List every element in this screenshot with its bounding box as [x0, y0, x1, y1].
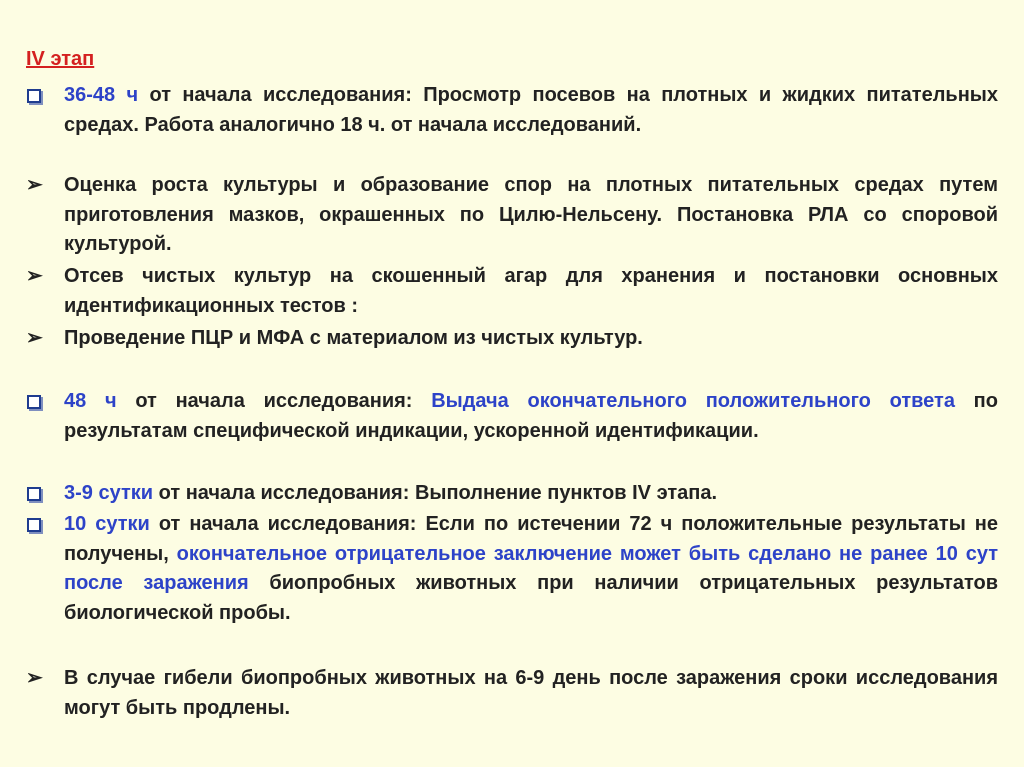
list-item — [26, 81, 998, 140]
checkbox-bullet-icon — [27, 518, 41, 532]
item-text: от начала исследования: — [116, 390, 432, 412]
item-lead: 10 сутки — [64, 513, 150, 535]
item-text: от начала исследования: Если по истечении 72 ч положительные результаты не получены, — [64, 513, 998, 565]
list-item — [26, 479, 998, 509]
item-text: Отсев чистых культур на скошенный агар для хранения и постановки основных идентификационных тестов : — [64, 265, 998, 317]
list-item — [26, 262, 998, 321]
stage-heading: IV этап — [26, 48, 95, 70]
arrow-bullet-icon: ➢ — [26, 174, 43, 196]
item-text: от начала исследования: Просмотр посевов на плотных и жидких питательных средах. Работа аналогично 18 ч. от начала исследований. — [64, 84, 998, 136]
list-item — [26, 324, 998, 354]
checkbox-bullet-icon — [27, 395, 41, 409]
list-item — [26, 510, 998, 628]
list-item — [26, 387, 998, 446]
item-text: от начала исследования: Выполнение пунктов IV этапа. — [153, 482, 718, 504]
checkbox-bullet-icon — [27, 89, 41, 103]
item-lead: 36-48 ч — [64, 84, 139, 106]
arrow-bullet-icon: ➢ — [26, 265, 43, 287]
checkbox-bullet-icon — [27, 487, 41, 501]
item-text: Оценка роста культуры и образование спор на плотных питательных средах путем приготовления мазков, окрашенных по Цилю-Нельсену. Постановка РЛА со споровой культурой. — [64, 174, 998, 255]
item-highlight: окончательное отрицательное заключение может быть сделано не ранее 10 сут после заражения — [64, 542, 998, 594]
item-lead: 3-9 сутки — [64, 482, 154, 504]
arrow-bullet-icon: ➢ — [26, 327, 43, 349]
item-text: Проведение ПЦР и МФА с материалом из чистых культур. — [64, 327, 643, 349]
item-text: В случае гибели биопробных животных на 6-9 день после заражения сроки исследования могут быть продлены. — [64, 667, 998, 719]
item-text-tail: по результатам специфической индикации, ускоренной идентификации. — [64, 390, 998, 442]
item-text-tail: биопробных животных при наличии отрицательных результатов биологической пробы. — [64, 572, 998, 624]
item-lead: 48 ч — [64, 390, 117, 412]
item-highlight: Выдача окончательного положительного ответа — [431, 390, 955, 412]
arrow-bullet-icon: ➢ — [26, 667, 43, 689]
list-item — [26, 664, 998, 723]
list-item — [26, 171, 998, 260]
